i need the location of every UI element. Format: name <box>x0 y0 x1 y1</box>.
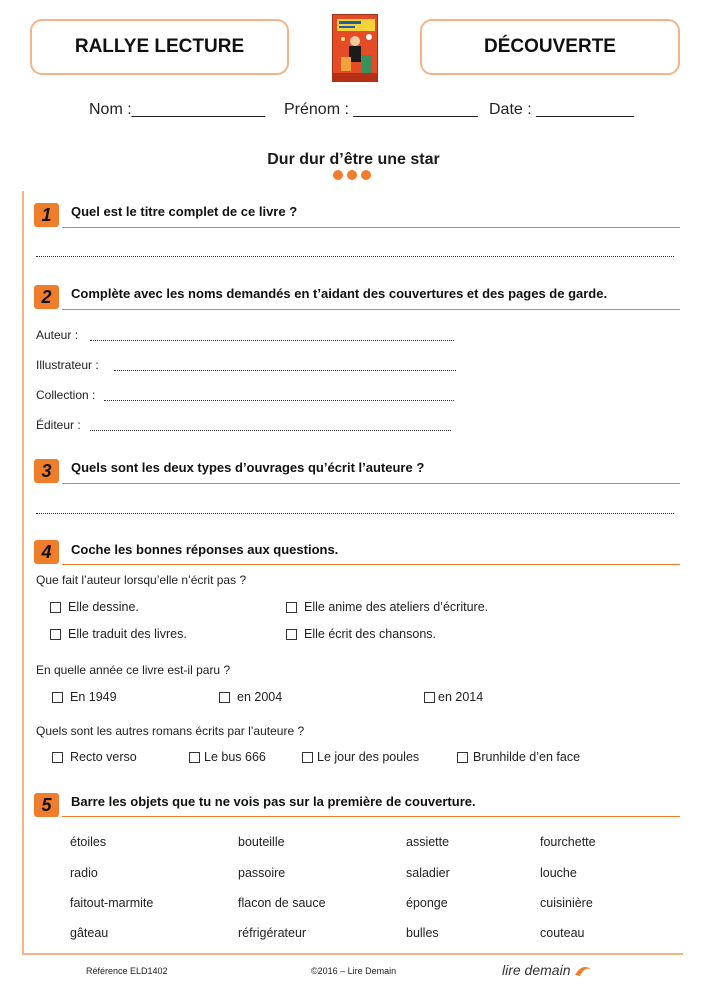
question-1-underline <box>62 227 680 228</box>
sub-question-novels: Quels sont les autres romans écrits par l’auteure ? <box>36 724 305 738</box>
word-item[interactable]: saladier <box>406 866 450 880</box>
lire-demain-logo <box>502 962 592 978</box>
question-3-underline <box>62 483 680 484</box>
option-bus-666[interactable] <box>189 750 266 764</box>
frame-bottom-border <box>22 953 683 955</box>
question-number-3: 3 <box>34 459 59 483</box>
option-label: Brunhilde d’en face <box>473 750 581 764</box>
checkbox[interactable] <box>189 752 200 763</box>
question-number-5: 5 <box>34 793 59 817</box>
checkbox[interactable] <box>424 692 435 703</box>
decouverte-box <box>420 19 680 75</box>
question-4-text: Coche les bonnes réponses aux questions. <box>71 542 339 557</box>
sub-question-year: En quelle année ce livre est-il paru ? <box>36 663 231 677</box>
option-chansons[interactable] <box>286 627 436 641</box>
option-label: Le bus 666 <box>204 750 266 764</box>
sub-question-activity: Que fait l’auteur lorsqu’elle n’écrit pas ? <box>36 573 247 587</box>
question-5-underline <box>62 816 680 817</box>
word-item[interactable]: assiette <box>406 835 450 849</box>
option-label: Elle anime des ateliers d’écriture. <box>304 600 489 614</box>
word-item[interactable]: étoiles <box>70 835 107 849</box>
option-brunhilde[interactable] <box>457 750 580 764</box>
nom-field[interactable]: Nom :_______________ <box>89 101 266 118</box>
checkbox[interactable] <box>50 602 61 613</box>
prenom-field[interactable]: Prénom : ______________ <box>284 101 478 118</box>
option-2014[interactable] <box>424 690 483 704</box>
word-item[interactable]: passoire <box>238 866 286 880</box>
question-4-underline <box>62 564 680 565</box>
answer-line-1[interactable] <box>36 256 674 257</box>
title-dot <box>361 170 371 180</box>
option-traduit[interactable] <box>50 627 187 641</box>
field-collection-label: Collection : <box>36 388 96 402</box>
option-label: Elle écrit des chansons. <box>304 627 437 641</box>
checkbox[interactable] <box>219 692 230 703</box>
field-illustrateur-line[interactable] <box>114 370 456 371</box>
option-label: Recto verso <box>70 750 137 764</box>
option-dessine[interactable] <box>50 600 139 614</box>
question-number-4: 4 <box>34 540 59 564</box>
checkbox[interactable] <box>52 752 63 763</box>
word-item[interactable]: gâteau <box>70 926 109 940</box>
option-label: en 2014 <box>438 690 484 704</box>
book-cover-image <box>332 14 378 82</box>
decouverte-title: DÉCOUVERTE <box>484 36 616 57</box>
question-number-2: 2 <box>34 285 59 309</box>
question-3-text: Quels sont les deux types d’ouvrages qu’écrit l’auteure ? <box>71 460 425 475</box>
question-2-text: Complète avec les noms demandés en t’aidant des couvertures et des pages de garde. <box>71 286 608 301</box>
word-item[interactable]: fourchette <box>540 835 596 849</box>
answer-line-3[interactable] <box>36 513 674 514</box>
footer-copyright: ©2016 – Lire Demain <box>311 966 397 976</box>
question-5-text: Barre les objets que tu ne vois pas sur la première de couverture. <box>71 794 476 809</box>
footer-reference: Référence ELD1402 <box>86 966 168 976</box>
word-item[interactable]: cuisinière <box>540 896 593 910</box>
book-cover-illustration <box>333 15 378 82</box>
logo-text: lire demain <box>502 962 571 978</box>
checkbox[interactable] <box>50 629 61 640</box>
option-1949[interactable] <box>52 690 117 704</box>
title-dot <box>347 170 357 180</box>
word-item[interactable]: faitout-marmite <box>70 896 154 910</box>
field-auteur-line[interactable] <box>90 340 454 341</box>
word-item[interactable]: réfrigérateur <box>238 926 307 940</box>
option-label: Elle dessine. <box>68 600 139 614</box>
field-illustrateur-label: Illustrateur : <box>36 358 99 372</box>
option-label: Elle traduit des livres. <box>68 627 187 641</box>
book-title: Dur dur d’être une star <box>267 151 440 168</box>
word-item[interactable]: flacon de sauce <box>238 896 326 910</box>
option-2004[interactable] <box>219 690 282 704</box>
frame-left-border <box>22 191 24 953</box>
checkbox[interactable] <box>302 752 313 763</box>
option-label: en 2004 <box>237 690 283 704</box>
option-jour-des-poules[interactable] <box>302 750 419 764</box>
field-collection-line[interactable] <box>104 400 454 401</box>
option-ateliers[interactable] <box>286 600 488 614</box>
word-item[interactable]: bouteille <box>238 835 285 849</box>
field-editeur-label: Éditeur : <box>36 418 81 432</box>
question-1-text: Quel est le titre complet de ce livre ? <box>71 204 298 219</box>
question-2-underline <box>62 309 680 310</box>
checkbox[interactable] <box>52 692 63 703</box>
title-dot <box>333 170 343 180</box>
option-label: En 1949 <box>70 690 117 704</box>
option-recto-verso[interactable] <box>52 750 137 764</box>
word-item[interactable]: radio <box>70 866 98 880</box>
word-item[interactable]: couteau <box>540 926 585 940</box>
checkbox[interactable] <box>286 629 297 640</box>
field-editeur-line[interactable] <box>90 430 451 431</box>
rallye-lecture-box <box>30 19 289 75</box>
rallye-lecture-title: RALLYE LECTURE <box>74 36 245 57</box>
option-label: Le jour des poules <box>317 750 420 764</box>
checkbox[interactable] <box>457 752 468 763</box>
checkbox[interactable] <box>286 602 297 613</box>
field-auteur-label: Auteur : <box>36 328 79 342</box>
word-item[interactable]: éponge <box>406 896 448 910</box>
logo-swoosh-icon <box>574 965 592 977</box>
word-item[interactable]: bulles <box>406 926 439 940</box>
word-item[interactable]: louche <box>540 866 577 880</box>
question-number-1: 1 <box>34 203 59 227</box>
date-field[interactable]: Date : ___________ <box>489 101 635 118</box>
